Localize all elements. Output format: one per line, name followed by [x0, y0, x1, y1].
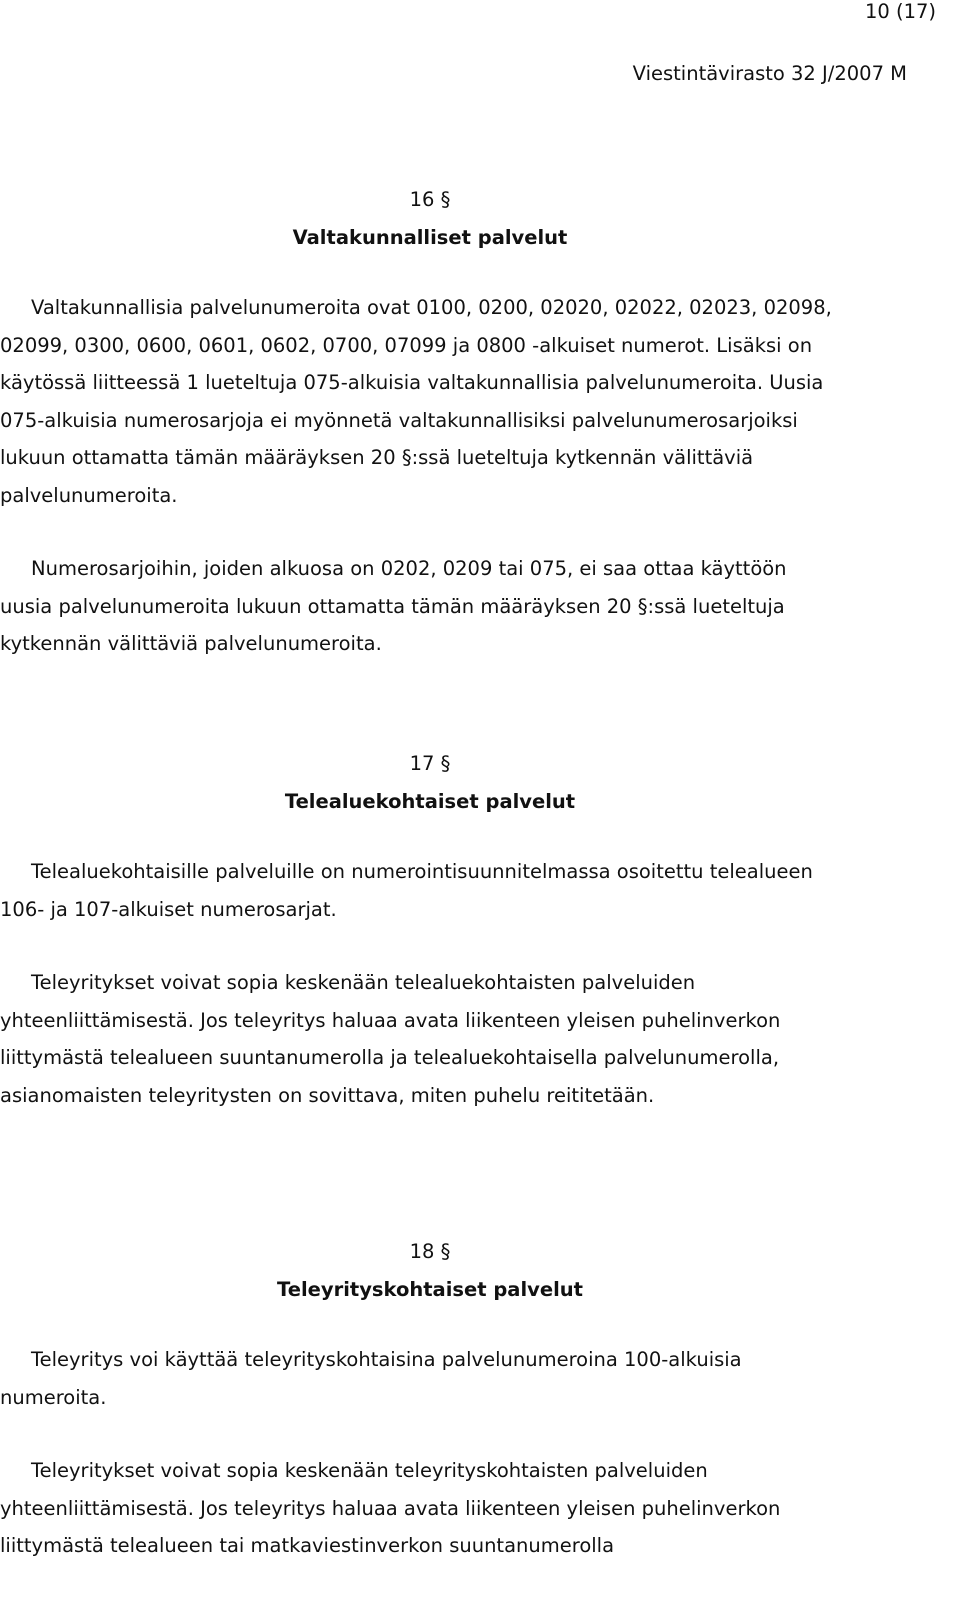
document-reference: Viestintävirasto 32 J/2007 M — [632, 62, 907, 85]
paragraph: Valtakunnallisia palvelunumeroita ovat 0100, 0200, 02020, 02022, 02023, 02098, 02099, 0300, 0600, 0601, 0602, 0700, 07099 ja 0800 -alkuiset numerot. Lisäksi on käytössä liitteessä 1 lueteltuja 075-alkuisia valtakunnallisia palvelunumeroita. Uusia 075-alkuisia numerosarjoja ei myönnetä valtakunnallisiksi palvelunumerosarjoiksi lukuun ottamatta tämän määräyksen 20 §:ssä lueteltuja kytkennän välittäviä palvelunumeroita. — [0, 296, 832, 507]
paragraph: Teleyritykset voivat sopia keskenään teleyrityskohtaisten palveluiden yhteenliittämisestä. Jos teleyritys haluaa avata liikenteen yleisen puhelinverkon liittymästä telealueen tai matkaviestinverkon suuntanumerolla — [0, 1459, 781, 1557]
section-number: 16 § — [409, 188, 451, 211]
section-title: Telealuekohtaiset palvelut — [284, 790, 576, 813]
paragraph: Telealuekohtaisille palveluille on numerointisuunnitelmassa osoitettu telealueen 106- ja 107-alkuiset numerosarjat. — [0, 860, 813, 921]
paragraph: Teleyritys voi käyttää teleyrityskohtaisina palvelunumeroina 100-alkuisia numeroita. — [0, 1348, 742, 1409]
paragraph: Numerosarjoihin, joiden alkuosa on 0202, 0209 tai 075, ei saa ottaa käyttöön uusia palvelunumeroita lukuun ottamatta tämän määräyksen 20 §:ssä lueteltuja kytkennän välittäviä palvelunumeroita. — [0, 557, 787, 655]
section-18 — [0, 1237, 860, 1565]
section-17 — [0, 749, 860, 1114]
paragraph: Teleyritykset voivat sopia keskenään telealuekohtaisten palveluiden yhteenliittämisestä. Jos teleyritys haluaa avata liikenteen yleisen puhelinverkon liittymästä telealueen suuntanumerolla ja telealuekohtaisella palvelunumerolla, asianomaisten teleyritysten on sovittava, miten puhelu reititetään. — [0, 971, 781, 1107]
page-number: 10 (17) — [864, 0, 936, 23]
section-number: 18 § — [409, 1240, 451, 1263]
section-16 — [0, 185, 860, 663]
section-title: Valtakunnalliset palvelut — [292, 226, 568, 249]
section-number: 17 § — [409, 752, 451, 775]
section-title: Teleyrityskohtaiset palvelut — [277, 1278, 583, 1301]
